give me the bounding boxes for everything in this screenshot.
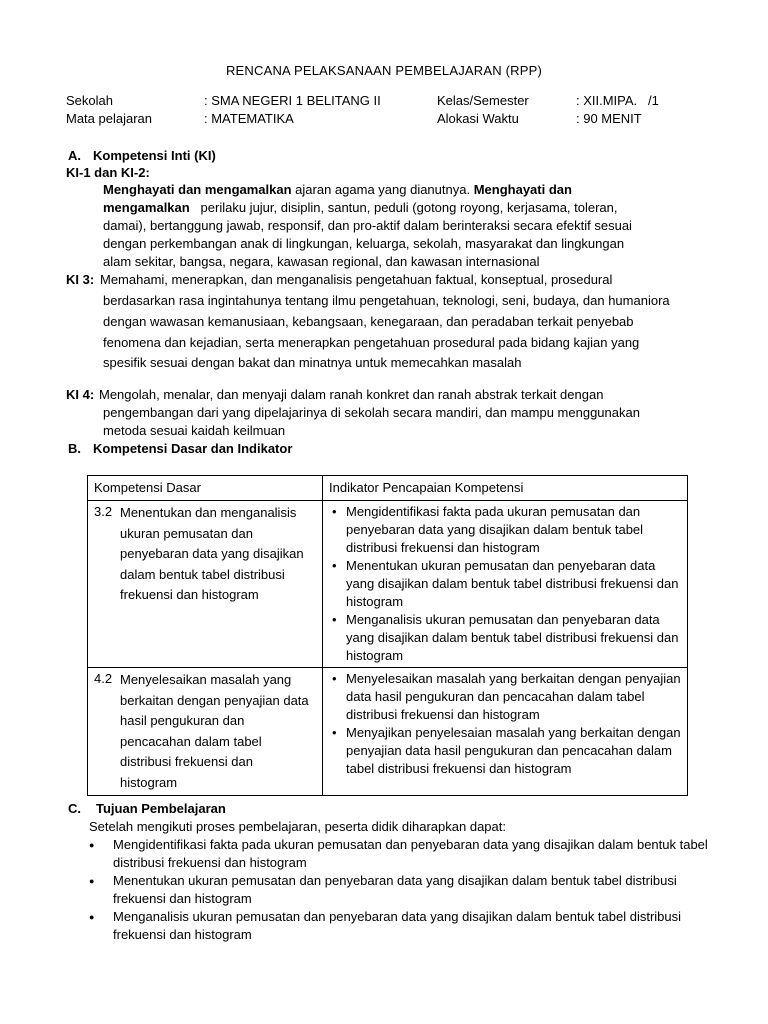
ki4-line: metoda sesuai kaidah keilmuan (103, 423, 286, 438)
ki12-line: mengamalkan perilaku jujur, disiplin, santun, peduli (gotong royong, kerjasama, toleran, (103, 200, 618, 215)
indicator-list (329, 503, 681, 665)
kd-text: Menyelesaikan masalah yang berkaitan dengan penyajian data hasil pengukuran dan pencacahan dalam tabel distribusi frekuensi dan histogram (120, 672, 309, 790)
list-item: • Menyajikan penyelesaian masalah yang berkaitan dengan penyajian data hasil pengukuran dan pencacahan dalam tabel distribusi frekuensi dan histogram (329, 724, 681, 778)
table-row (88, 668, 688, 796)
table-header-kd: Kompetensi Dasar (88, 476, 323, 501)
ki3-line: Memahami, menerapkan, dan menganalisis pengetahuan faktual, konseptual, prosedural (100, 272, 613, 287)
kd-number: 4.2 (94, 671, 113, 686)
kd-number: 3.2 (94, 504, 113, 519)
ki12-line: dengan perkembangan anak di lingkungan, keluarga, sekolah, masyarakat dan lingkungan (103, 236, 625, 251)
ki4-line: pengembangan dari yang dipelajarinya di sekolah secara mandiri, dan mampu menggunakan (103, 405, 640, 420)
kd-text: Menentukan dan menganalisis ukuran pemusatan dan penyebaran data yang disajikan dalam bentuk tabel distribusi frekuensi dan histogram (120, 505, 304, 602)
ki3-line: berdasarkan rasa ingintahunya tentang ilmu pengetahuan, teknologi, seni, budaya, dan humaniora (103, 293, 670, 308)
kelas-label: Kelas/Semester (437, 93, 529, 108)
section-a-letter: A. (68, 148, 81, 163)
list-item: ● Menganalisis ukuran pemusatan dan penyebaran data yang disajikan dalam bentuk tabel distribusi frekuensi dan histogram (89, 908, 709, 944)
list-item: ● Menentukan ukuran pemusatan dan penyebaran data yang disajikan dalam bentuk tabel distribusi frekuensi dan histogram (89, 872, 709, 908)
ki4-line: Mengolah, menalar, dan menyaji dalam ranah konkret dan ranah abstrak terkait dengan (99, 387, 604, 402)
section-a-title: Kompetensi Inti (KI) (93, 148, 216, 163)
section-c-intro: Setelah mengikuti proses pembelajaran, peserta didik diharapkan dapat: (89, 819, 506, 834)
list-item: ● Mengidentifikasi fakta pada ukuran pemusatan dan penyebaran data yang disajikan dalam bentuk tabel distribusi frekuensi dan histogram (89, 836, 709, 872)
document-title: RENCANA PELAKSANAAN PEMBELAJARAN (RPP) (225, 63, 543, 78)
ki3-line: spesifik sesuai dengan bakat dan minatnya untuk memecahkan masalah (103, 355, 522, 370)
mapel-label: Mata pelajaran (66, 111, 152, 126)
kd-cell (88, 668, 323, 796)
section-b-letter: B. (68, 441, 81, 456)
ki4-label: KI 4: (66, 387, 95, 402)
list-item: • Menyelesaikan masalah yang berkaitan dengan penyajian data hasil pengukuran dan pencacahan dalam tabel distribusi frekuensi dan histogram (329, 670, 681, 724)
section-c-letter: C. (68, 801, 81, 816)
ki12-label: KI-1 dan KI-2: (66, 165, 150, 180)
sekolah-value: : SMA NEGERI 1 BELITANG II (204, 93, 381, 108)
alokasi-label: Alokasi Waktu (437, 111, 519, 126)
indicator-cell (323, 668, 688, 796)
kd-cell (88, 501, 323, 668)
indicator-list (329, 670, 681, 778)
ki12-line: alam sekitar, bangsa, negara, kawasan regional, dan kawasan internasional (103, 254, 540, 269)
section-c-title: Tujuan Pembelajaran (96, 801, 226, 816)
ki3-line: fenomena dan kejadian, serta menerapkan pengetahuan prosedural pada bidang kajian yang (103, 335, 640, 350)
mapel-value: : MATEMATIKA (204, 111, 294, 126)
table-header-row (88, 476, 688, 501)
list-item: • Menganalisis ukuran pemusatan dan penyebaran data yang disajikan dalam bentuk tabel distribusi frekuensi dan histogram (329, 611, 681, 665)
sekolah-label: Sekolah (66, 93, 113, 108)
list-item: • Menentukan ukuran pemusatan dan penyebaran data yang disajikan dalam bentuk tabel distribusi frekuensi dan histogram (329, 557, 681, 611)
table-header-indikator: Indikator Pencapaian Kompetensi (323, 476, 688, 501)
alokasi-value: : 90 MENIT (576, 111, 642, 126)
table-row (88, 501, 688, 668)
kelas-value: : XII.MIPA. /1 (576, 93, 659, 108)
list-item: • Mengidentifikasi fakta pada ukuran pemusatan dan penyebaran data yang disajikan dalam bentuk tabel distribusi frekuensi dan histogram (329, 503, 681, 557)
kompetensi-table (87, 475, 688, 796)
ki12-line: damai), bertanggung jawab, responsif, dan pro-aktif dalam berinteraksi secara efektif sesuai (103, 218, 632, 233)
ki3-line: dengan wawasan kemanusiaan, kebangsaan, kenegaraan, dan peradaban terkait penyebab (103, 314, 634, 329)
tujuan-list (89, 836, 709, 944)
indicator-cell (323, 501, 688, 668)
ki12-line: Menghayati dan mengamalkan ajaran agama yang dianutnya. Menghayati dan (103, 182, 572, 197)
ki3-label: KI 3: (66, 272, 95, 287)
section-b-title: Kompetensi Dasar dan Indikator (93, 441, 293, 456)
